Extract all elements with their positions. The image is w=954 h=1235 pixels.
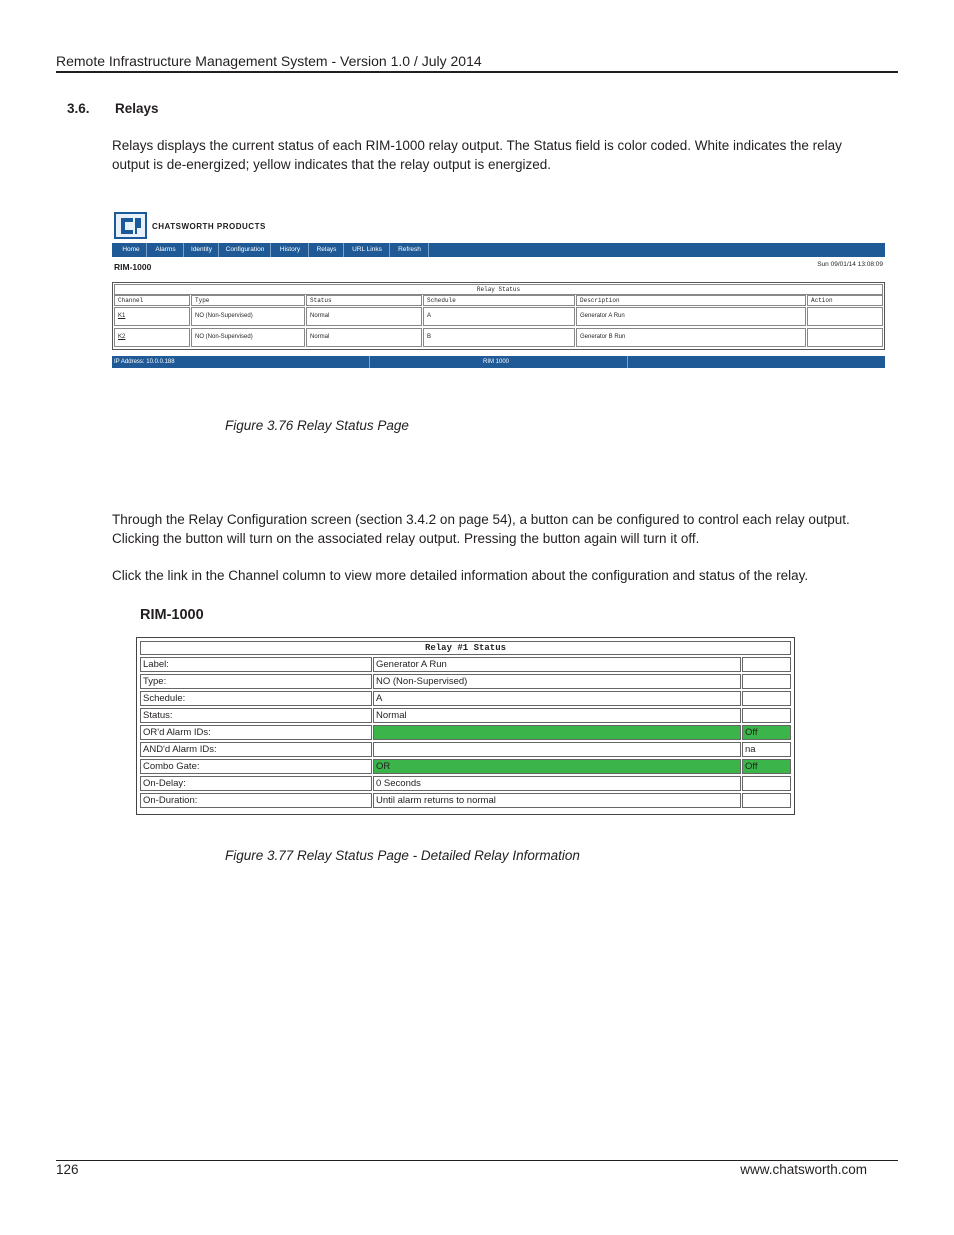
relay-field-value: NO (Non-Supervised)	[373, 674, 741, 689]
footer-rule	[56, 1160, 898, 1161]
relay-field-value: 0 Seconds	[373, 776, 741, 791]
relay-field-value: A	[373, 691, 741, 706]
relay-field-label: Type:	[140, 674, 372, 689]
nav-identity[interactable]: Identity	[185, 243, 219, 257]
relay-field-label: Schedule:	[140, 691, 372, 706]
relay-field-state	[742, 776, 791, 791]
col-type: Type	[191, 295, 305, 306]
relay-status-table-title: Relay Status	[114, 284, 883, 295]
chatsworth-logo-icon	[114, 212, 147, 239]
relay-field-label: Status:	[140, 708, 372, 723]
relay-status-page-figure	[112, 210, 885, 370]
relay-field-label: AND'd Alarm IDs:	[140, 742, 372, 757]
relay-field-label: On-Delay:	[140, 776, 372, 791]
footer-model: RIM 1000	[483, 359, 510, 365]
status-footer-bar	[112, 356, 885, 368]
figure-caption-377: Figure 3.77 Relay Status Page - Detailed Relay Information	[225, 848, 580, 863]
col-schedule: Schedule	[423, 295, 575, 306]
footer-divider	[627, 356, 628, 368]
relay-field-state	[742, 657, 791, 672]
relay-field-state	[742, 674, 791, 689]
logo-text: CHATSWORTH PRODUCTS	[152, 222, 266, 231]
relay-detail-table	[136, 637, 795, 815]
config-paragraph: Through the Relay Configuration screen (section 3.4.2 on page 54), a button can be configured to control each relay output. Clicking the button will turn on the associated relay output. Pressing the button again will turn it off.	[112, 512, 850, 546]
relay-field-value	[373, 742, 741, 757]
ip-address: IP Address: 10.0.0.188	[114, 359, 175, 365]
nav-url-links[interactable]: URL Links	[345, 243, 390, 257]
relay-field-state: Off	[742, 725, 791, 740]
header-rule	[56, 71, 898, 73]
relay-field-label: On-Duration:	[140, 793, 372, 808]
table-cell: Normal	[306, 307, 422, 326]
device-name: RIM-1000	[114, 262, 152, 272]
table-cell: NO (Non-Supervised)	[191, 307, 305, 326]
table-cell: Normal	[306, 328, 422, 347]
relay-field-label: Label:	[140, 657, 372, 672]
table-cell: Generator A Run	[576, 307, 806, 326]
footer-url: www.chatsworth.com	[740, 1162, 867, 1177]
device-title: RIM-1000	[140, 607, 204, 623]
relay-field-value: Generator A Run	[373, 657, 741, 672]
nav-home[interactable]: Home	[116, 243, 147, 257]
nav-alarms[interactable]: Alarms	[148, 243, 184, 257]
relay-field-value	[373, 725, 741, 740]
table-cell: Generator B Run	[576, 328, 806, 347]
relay-field-label: Combo Gate:	[140, 759, 372, 774]
relay-field-value: OR	[373, 759, 741, 774]
relay-status-table	[112, 282, 885, 350]
relay-field-state	[742, 793, 791, 808]
figure-caption-376: Figure 3.76 Relay Status Page	[225, 418, 409, 433]
nav-relays[interactable]: Relays	[310, 243, 344, 257]
col-action: Action	[807, 295, 883, 306]
relay-detail-table-title: Relay #1 Status	[140, 641, 791, 655]
nav-configuration[interactable]: Configuration	[220, 243, 271, 257]
page-number: 126	[56, 1162, 79, 1177]
relay-field-value: Until alarm returns to normal	[373, 793, 741, 808]
intro-paragraph: Relays displays the current status of each RIM-1000 relay output. The Status field is color coded. White indicates the relay output is de-energized; yellow indicates that the relay output is energized.	[112, 138, 842, 172]
channel-link-k2[interactable]: K2	[114, 328, 190, 347]
table-cell: B	[423, 328, 575, 347]
relay-field-state	[742, 691, 791, 706]
action-button-k2[interactable]	[807, 328, 883, 347]
relay-field-state	[742, 708, 791, 723]
relay-detail-figure	[136, 604, 806, 816]
channel-link-k1[interactable]: K1	[114, 307, 190, 326]
section-heading	[67, 101, 159, 116]
col-description: Description	[576, 295, 806, 306]
running-header: Remote Infrastructure Management System - Version 1.0 / July 2014	[56, 53, 482, 69]
section-title: Relays	[115, 101, 159, 116]
nav-bar	[112, 243, 885, 257]
nav-history[interactable]: History	[272, 243, 309, 257]
relay-field-state: Off	[742, 759, 791, 774]
nav-refresh[interactable]: Refresh	[391, 243, 429, 257]
col-channel: Channel	[114, 295, 190, 306]
table-cell: A	[423, 307, 575, 326]
relay-field-value: Normal	[373, 708, 741, 723]
action-button-k1[interactable]	[807, 307, 883, 326]
relay-field-state: na	[742, 742, 791, 757]
datetime: Sun 09/01/14 13:08:09	[817, 261, 883, 268]
section-number: 3.6.	[67, 101, 90, 116]
channel-link-paragraph: Click the link in the Channel column to view more detailed information about the configuration and status of the relay.	[112, 568, 809, 583]
footer-divider	[369, 356, 370, 368]
table-cell: NO (Non-Supervised)	[191, 328, 305, 347]
col-status: Status	[306, 295, 422, 306]
relay-field-label: OR'd Alarm IDs:	[140, 725, 372, 740]
